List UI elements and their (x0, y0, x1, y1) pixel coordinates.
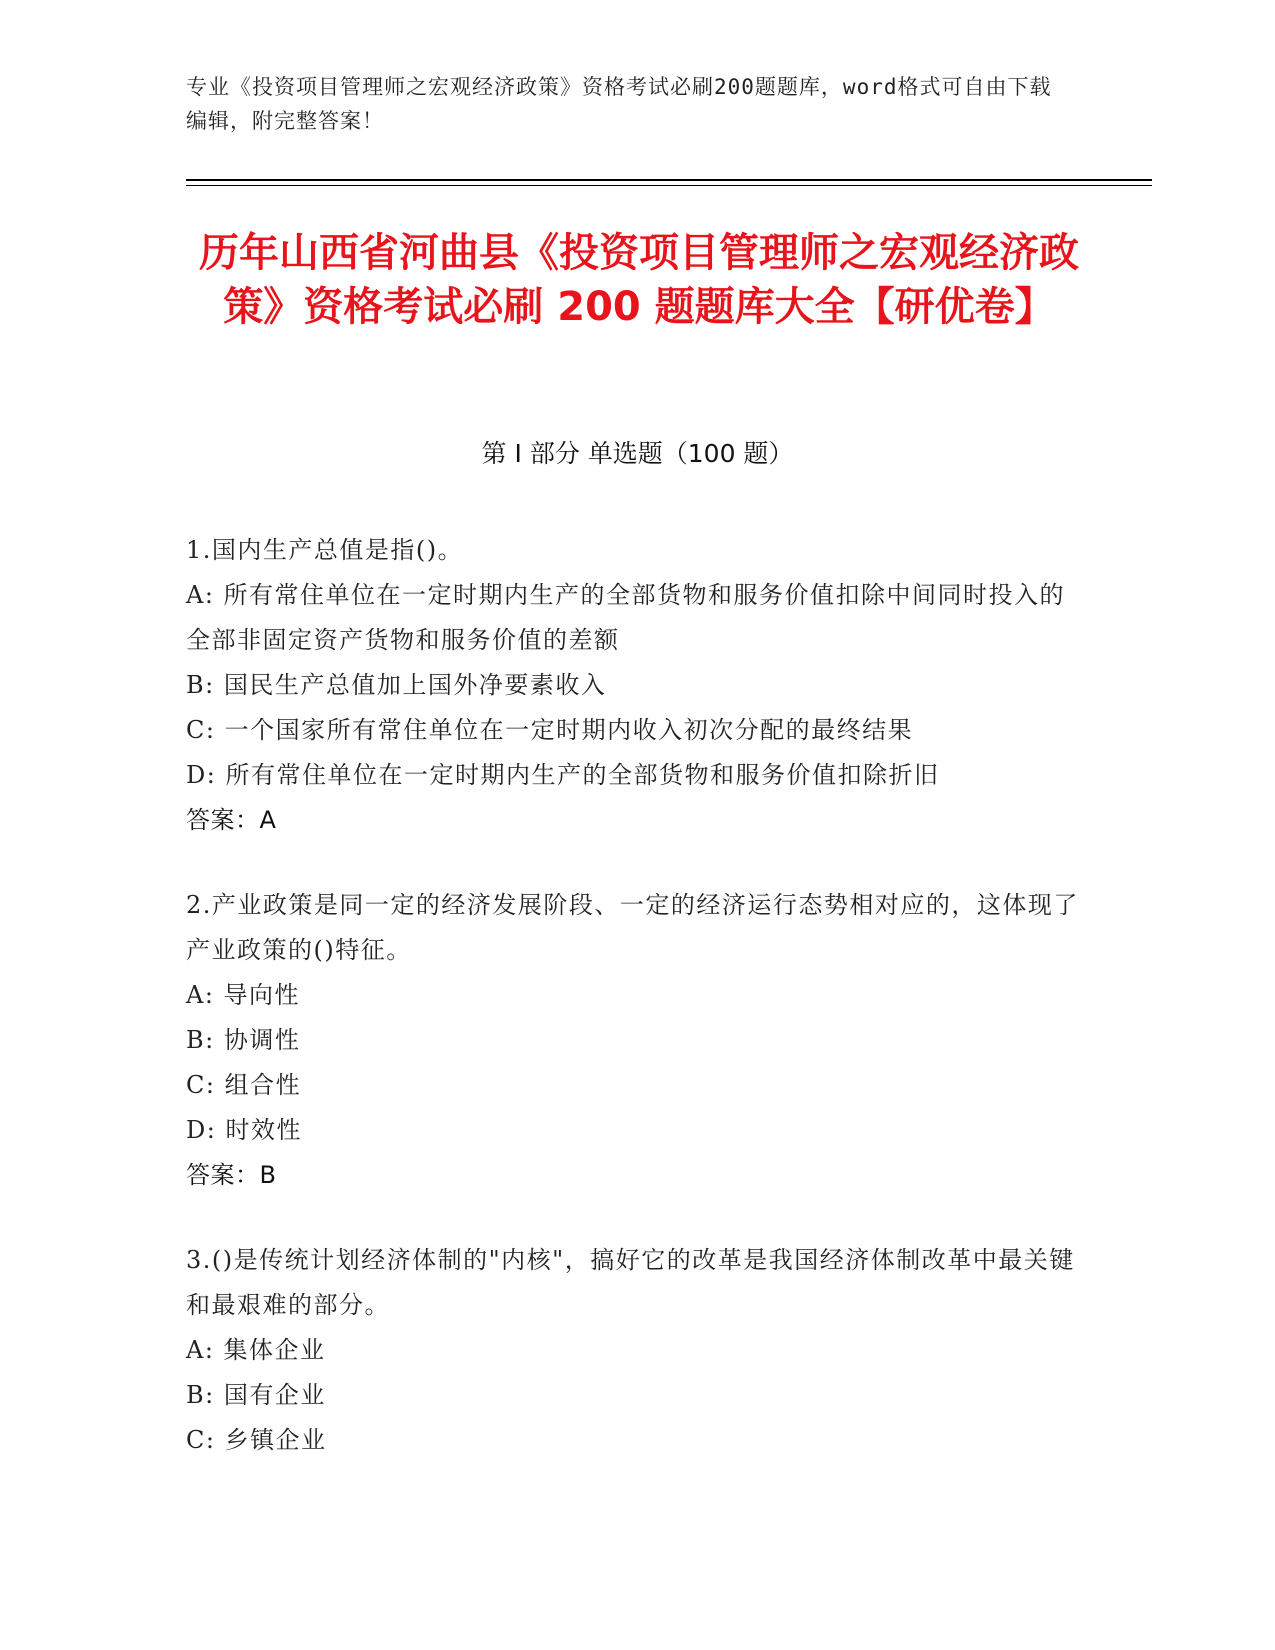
option-b: B: 国民生产总值加上国外净要素收入 (186, 671, 607, 699)
header-divider-thick (186, 179, 1152, 181)
question-stem: 3.()是传统计划经济体制的"内核"，搞好它的改革是我国经济体制改革中最关键和最艰难的部分。 (186, 1246, 1075, 1319)
answer: 答案：B (186, 1161, 277, 1189)
option-c: C: 一个国家所有常住单位在一定时期内收入初次分配的最终结果 (186, 716, 914, 744)
option-c: C: 组合性 (186, 1071, 302, 1099)
question-1 (186, 528, 1086, 843)
option-a: A: 所有常住单位在一定时期内生产的全部货物和服务价值扣除中间同时投入的全部非固定资产货物和服务价值的差额 (186, 581, 1066, 654)
question-list (186, 528, 1086, 1503)
question-stem: 2.产业政策是同一定的经济发展阶段、一定的经济运行态势相对应的，这体现了产业政策的()特征。 (186, 891, 1079, 964)
question-2 (186, 883, 1086, 1198)
option-b: B: 协调性 (186, 1026, 301, 1054)
question-3 (186, 1238, 1086, 1463)
option-a: A: 集体企业 (186, 1336, 326, 1364)
section-heading: 第 I 部分 单选题（100 题） (481, 439, 794, 468)
header-divider-thin (186, 185, 1152, 186)
option-d: D: 所有常住单位在一定时期内生产的全部货物和服务价值扣除折旧 (186, 761, 940, 789)
header-note: 专业《投资项目管理师之宏观经济政策》资格考试必刷200题题库，word格式可自由下载编辑，附完整答案！ (186, 75, 1052, 133)
answer: 答案：A (186, 806, 277, 834)
document-title: 历年山西省河曲县《投资项目管理师之宏观经济政策》资格考试必刷 200 题题库大全【研优卷】 (199, 230, 1079, 330)
option-d: D: 时效性 (186, 1116, 302, 1144)
option-b: B: 国有企业 (186, 1381, 326, 1409)
question-stem: 1.国内生产总值是指()。 (186, 536, 464, 564)
option-c: C: 乡镇企业 (186, 1426, 327, 1454)
option-a: A: 导向性 (186, 981, 301, 1009)
